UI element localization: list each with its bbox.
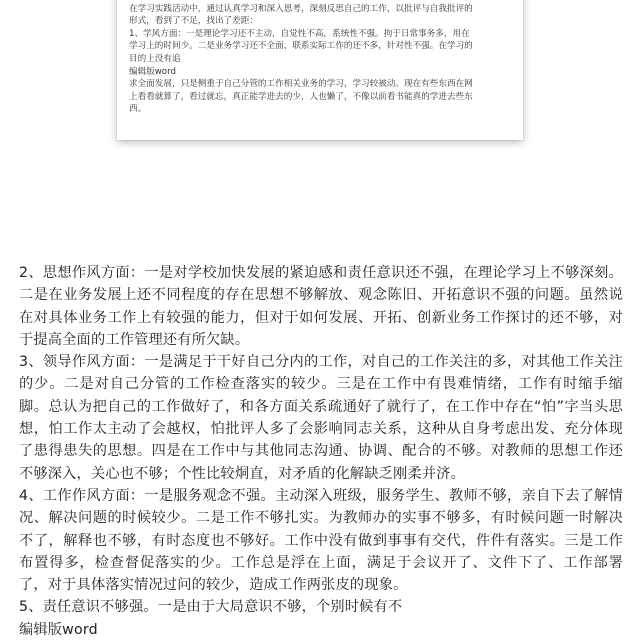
paragraph-thought-style: 2、思想作风方面：一是对学校加快发展的紧迫感和责任意识还不强，在理论学习上不够深刻。二是在业务发展上还不同程度的存在思想不够解放、观念陈旧、开拓意识不强的问题。虽然说在对具体业务工作上有较强的能力，但对于如何发展、开拓、创新业务工作探讨的还不够，对于提高全面的工作管理还有所欠缺。: [19, 265, 623, 348]
preview-line: 1、学风方面：一是理论学习还不主动，自觉性不高，系统性不强。拘于日常事务多，用在: [129, 28, 470, 39]
preview-text-block: [129, 0, 511, 116]
preview-line: 西。: [129, 104, 147, 115]
paragraph-work-style: 4、工作作风方面：一是服务观念不强。主动深入班级，服务学生、教师不够，亲自下去了解情况、解决问题的时候较少。二是工作不够扎实。为教师办的实事不够多，有时候问题一时解决不了，解释也不够，有时态度也不够好。工作中没有做到事事有交代，件件有落实。三是工作布置得多，检查督促落实的少。工作总是浮在上面，满足于会议开了、文件下了、工作部署了，对于具体落实情况过问的较少，造成工作两张皮的现象。: [19, 487, 623, 594]
document-preview-card: [117, 0, 523, 140]
preview-line: 上看看就算了，看过就忘，真正能学进去的少，人也懒了，不像以前看书能真的学进去些东: [129, 91, 473, 102]
footer-edit-label: 编辑版word: [19, 621, 98, 638]
preview-line: 形式，看到了不足，找出了差距：: [129, 16, 258, 27]
preview-line: 在学习实践活动中，通过认真学习和深入思考，深刻反思自己的工作，以批评与自我批评的: [129, 3, 473, 14]
preview-line: 求全面发展，只是侧重于自己分管的工作相关业务的学习，学习较被动。现在有些东西在网: [129, 79, 473, 90]
main-body-text: [19, 262, 623, 641]
preview-line: 学习上的时间少。二是业务学习还不全面，联系实际工作的还不多，针对性不强。在学习的: [129, 41, 473, 52]
preview-line: 编辑版word: [129, 66, 176, 77]
paragraph-leadership-style: 3、领导作风方面：一是满足于干好自己分内的工作，对自己的工作关注的多，对其他工作关注的少。二是对自己分管的工作检查落实的较少。三是在工作中有畏难情绪，工作有时缩手缩脚。总认为把自己的工作做好了，和各方面关系疏通好了就行了，在工作中存在“怕”字当头思想，怕工作太主动了会越权，怕批评人多了会影响同志关系，这种从自身考虑出发、充分体现了患得患失的思想。四是在工作中与其他同志沟通、协调、配合的不够。对教师的思想工作还不够深入，关心也不够；个性比较烔直，对矛盾的化解缺乏刚柔并济。: [19, 354, 623, 482]
paragraph-responsibility: 5、责任意识不够强。一是由于大局意识不够，个别时候有不: [19, 599, 403, 616]
preview-line: 目的上没有追: [129, 53, 181, 64]
